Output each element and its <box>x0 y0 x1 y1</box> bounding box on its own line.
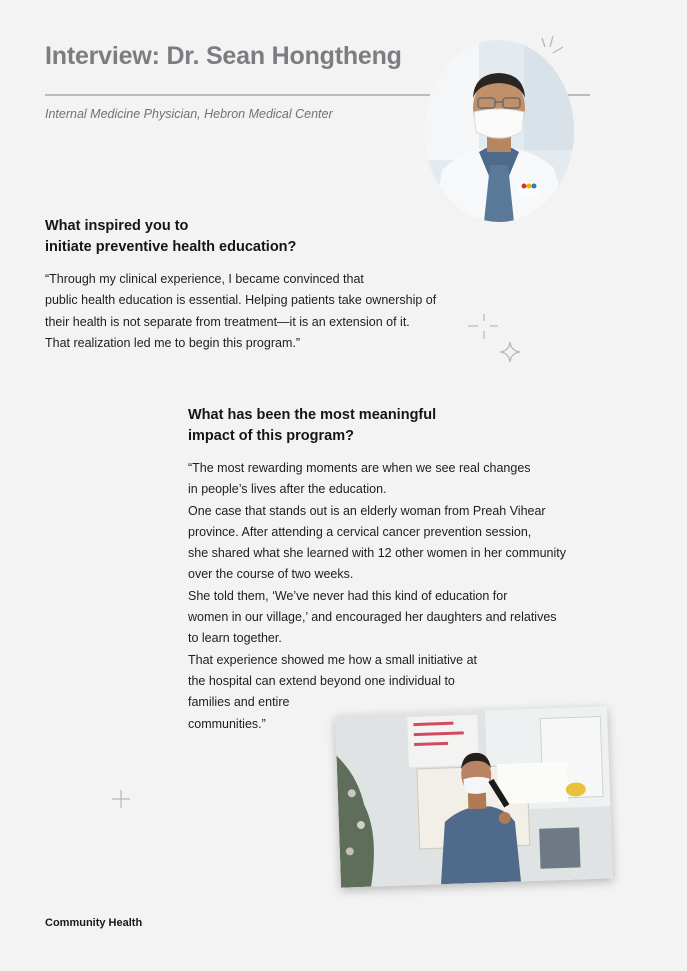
answer-line: public health education is essential. Helping patients take ownership of <box>45 293 437 308</box>
answer-line: “Through my clinical experience, I became convinced that <box>45 272 364 286</box>
question-line: initiate preventive health education? <box>45 239 297 255</box>
answer-line: That experience showed me how a small initiative at <box>188 652 478 667</box>
answer-line: their health is not separate from treatment—it is an extension of it. <box>45 314 410 329</box>
page-subtitle: Internal Medicine Physician, Hebron Medical Center <box>45 107 333 121</box>
answer-line: in people’s lives after the education. <box>188 482 387 497</box>
question-line: What inspired you to <box>45 218 189 234</box>
question-line: impact of this program? <box>188 428 354 444</box>
answer-2 <box>188 458 566 735</box>
answer-1 <box>45 269 436 354</box>
answer-line: she shared what she learned with 12 other women in her community <box>188 546 566 561</box>
sparkle-star-icon <box>464 312 524 366</box>
question-2 <box>188 405 436 447</box>
answer-line: over the course of two weeks. <box>188 567 354 582</box>
answer-line: “The most rewarding moments are when we see real changes <box>188 461 531 475</box>
session-photo <box>335 706 613 887</box>
answer-line: women in our village,’ and encouraged her daughters and relatives <box>188 610 557 625</box>
answer-line: families and entire <box>188 695 290 710</box>
answer-line: to learn together. <box>188 631 282 646</box>
page-title: Interview: Dr. Sean Hongtheng <box>45 42 402 70</box>
question-1 <box>45 216 296 258</box>
question-line: What has been the most meaningful <box>188 407 437 423</box>
doctor-portrait <box>424 40 574 222</box>
answer-line: One case that stands out is an elderly woman from Preah Vihear <box>188 503 546 518</box>
plus-icon <box>111 789 131 809</box>
answer-line: She told them, ‘We’ve never had this kind of education for <box>188 588 508 603</box>
answer-line: province. After attending a cervical cancer prevention session, <box>188 524 532 539</box>
answer-line: That realization led me to begin this program.” <box>45 335 300 350</box>
footer-label: Community Health <box>45 917 143 929</box>
answer-line: the hospital can extend beyond one individual to <box>188 673 455 688</box>
answer-line: communities.” <box>188 716 266 731</box>
